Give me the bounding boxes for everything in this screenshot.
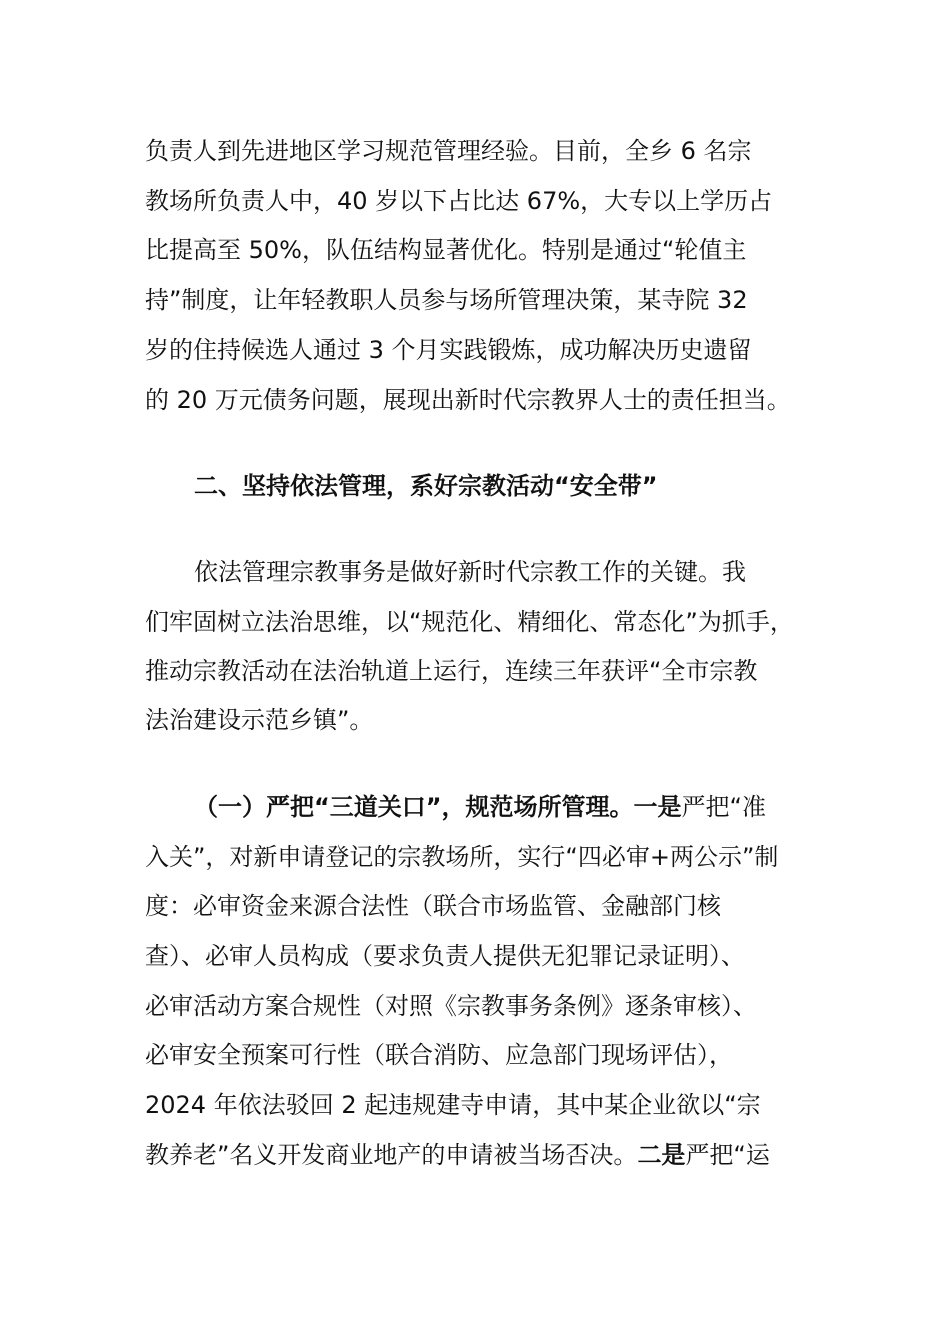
paragraph-2-line-4: 法治建设示范乡镇”。 (145, 706, 374, 734)
paragraph-1-line-3: 比提高至 50%，队伍结构显著优化。特别是通过“轮值主 (145, 236, 747, 264)
paragraph-3-line-2: 入关”，对新申请登记的宗教场所，实行“四必审+两公示”制 (145, 843, 779, 871)
paragraph-3-line-4: 查）、必审人员构成（要求负责人提供无犯罪记录证明）、 (145, 942, 745, 970)
subsection-heading: （一）严把“三道关口”，规范场所管理。一是 (194, 793, 682, 821)
paragraph-3-line-5: 必审活动方案合规性（对照《宗教事务条例》逐条审核）、 (145, 992, 757, 1020)
paragraph-1-line-1: 负责人到先进地区学习规范管理经验。目前，全乡 6 名宗 (145, 137, 752, 165)
paragraph-3-line-6: 必审安全预案可行性（联合消防、应急部门现场评估）， (145, 1041, 733, 1069)
paragraph-3-second-point-label: 二是 (637, 1141, 686, 1169)
paragraph-2-line-1: 依法管理宗教事务是做好新时代宗教工作的关键。我 (194, 558, 746, 586)
paragraph-2-line-2: 们牢固树立法治思维，以“规范化、精细化、常态化”为抓手， (145, 608, 794, 636)
paragraph-3-line-1 (194, 790, 766, 824)
paragraph-3-line-3: 度：必审资金来源合法性（联合市场监管、金融部门核 (145, 892, 721, 920)
paragraph-3-line-8-end: 严把“运 (685, 1141, 770, 1169)
paragraph-3-line-8 (145, 1138, 770, 1172)
paragraph-3-line-1-rest: 严把“准 (681, 793, 766, 821)
paragraph-2-line-3: 推动宗教活动在法治轨道上运行，连续三年获评“全市宗教 (145, 657, 758, 685)
paragraph-1-line-2: 教场所负责人中，40 岁以下占比达 67%，大专以上学历占 (145, 187, 773, 215)
paragraph-1-line-5: 岁的住持候选人通过 3 个月实践锻炼，成功解决历史遗留 (145, 336, 752, 364)
paragraph-3-line-7: 2024 年依法驳回 2 起违规建寺申请，其中某企业欲以“宗 (145, 1091, 761, 1119)
paragraph-1-line-4: 持”制度，让年轻教职人员参与场所管理决策，某寺院 32 (145, 286, 748, 314)
paragraph-3-line-8-start: 教养老”名义开发商业地产的申请被当场否决。 (145, 1141, 638, 1169)
section-heading: 二、坚持依法管理，系好宗教活动“安全带” (194, 472, 658, 500)
paragraph-1-line-6: 的 20 万元债务问题，展现出新时代宗教界人士的责任担当。 (145, 386, 791, 414)
